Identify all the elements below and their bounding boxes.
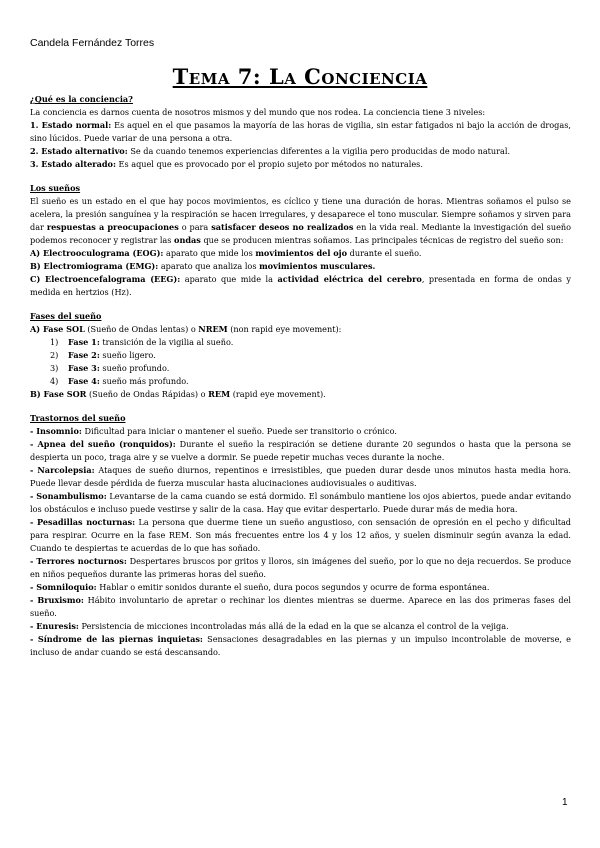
list-item: - Narcolepsia: Ataques de sueño diurnos, repentinos e irresistibles, que pueden durar desde unos minutos hasta media hora. Puede llevar desde pérdida de fuerza muscular hasta alucinaciones audiovisuales o auditivas. [30,465,571,488]
list-item: 2) Fase 2: sueño ligero. [50,350,156,360]
section-heading-fases: Fases del sueño [30,311,102,321]
list-item: 4) Fase 4: sueño más profundo. [50,376,189,386]
list-item: 1) Fase 1: transición de la vigilia al sueño. [50,337,234,347]
list-item: - Pesadillas nocturnas: La persona que duerme tiene un sueño angustioso, con sensación de opresión en el pecho y dificultad para respirar. Ocurre en la fase REM. Son más frecuentes entre los 4 y los 12 años, y suelen disminuir según avanza la edad. Cuando te despiertas te acuerdas de lo que has soñado. [30,517,571,553]
list-item: B) Electromiograma (EMG): aparato que analiza los movimientos musculares. [30,261,376,271]
list-item: - Sonambulismo: Levantarse de la cama cuando se está dormido. El sonámbulo mantiene los ojos abiertos, puede andar evitando los obstáculos e incluso puede vestirse y salir de la casa. Hay que evitar despertarlo. Puede durar más de media hora. [30,491,571,514]
list-item: 3) Fase 3: sueño profundo. [50,363,170,373]
list-item: - Enuresis: Persistencia de micciones incontroladas más allá de la edad en la que se alcanza el control de la vejiga. [30,621,509,631]
list-item: B) Fase SOR (Sueño de Ondas Rápidas) o REM (rapid eye movement). [30,389,326,399]
page-title: Tema 7: La Conciencia [172,64,428,89]
section-heading-conciencia: ¿Qué es la conciencia? [30,94,133,104]
list-item: - Apnea del sueño (ronquidos): Durante el sueño la respiración se detiene durante 20 segundos o hasta que la persona se despierta un poco, traga aire y se vuelve a dormir. Se puede repetir muchas veces durante la noche. [30,439,571,462]
paragraph: La conciencia es darnos cuenta de nosotros mismos y del mundo que nos rodea. La conciencia tiene 3 niveles: [30,107,486,117]
list-item: C) Electroencefalograma (EEG): aparato que mide la actividad eléctrica del cerebro, presentada en forma de ondas y medida en hertzios (Hz). [30,274,571,297]
section-heading-trastornos: Trastornos del sueño [30,413,126,423]
section-heading-suenos: Los sueños [30,183,81,193]
paragraph: El sueño es un estado en el que hay pocos movimientos, es cíclico y tiene una duración de horas. Mientras soñamos el pulso se acelera, la presión sanguínea y la respiración se hacen irregulares, y desaparece el tono muscular. Siempre soñamos y sirven para dar respuestas a preocupaciones o para satisfacer deseos no realizados en la vida real. Mediante la investigación del sueño podemos reconocer y registrar las ondas que se producen mientras soñamos. Las principales técnicas de registro del sueño son: [30,196,571,245]
document-body [30,93,571,659]
list-item: - Insomnio: Dificultad para iniciar o mantener el sueño. Puede ser transitorio o crónico. [30,426,397,436]
list-item: 1. Estado normal: Es aquel en el que pasamos la mayoría de las horas de vigilia, sin estar fatigados ni bajo la acción de drogas, sino lúcidos. Puede variar de una persona a otra. [30,120,571,143]
list-item: A) Fase SOL (Sueño de Ondas lentas) o NREM (non rapid eye movement): [30,324,342,334]
page-number: 1 [562,797,568,808]
list-item: A) Electrooculograma (EOG): aparato que mide los movimientos del ojo durante el sueño. [30,248,422,258]
list-item: - Somniloquio: Hablar o emitir sonidos durante el sueño, dura pocos segundos y ocurre de forma espontánea. [30,582,490,592]
list-item: - Terrores nocturnos: Despertares bruscos por gritos y lloros, sin imágenes del sueño, por lo que no deja recuerdos. Se produce en niños pequeños durante las primeras horas del sueño. [30,556,571,579]
list-item: - Síndrome de las piernas inquietas: Sensaciones desagradables en las piernas y un impulso incontrolable de moverse, e incluso de andar cuando se está descansando. [30,634,571,657]
list-item: 3. Estado alterado: Es aquel que es provocado por el propio sujeto por métodos no naturales. [30,159,423,169]
list-item: - Bruxismo: Hábito involuntario de apretar o rechinar los dientes mientras se duerme. Aparece en las dos primeras fases del sueño. [30,595,572,618]
author-name: Candela Fernández Torres [30,37,155,49]
list-item: 2. Estado alternativo: Se da cuando tenemos experiencias diferentes a la vigilia pero producidas de modo natural. [30,146,511,156]
